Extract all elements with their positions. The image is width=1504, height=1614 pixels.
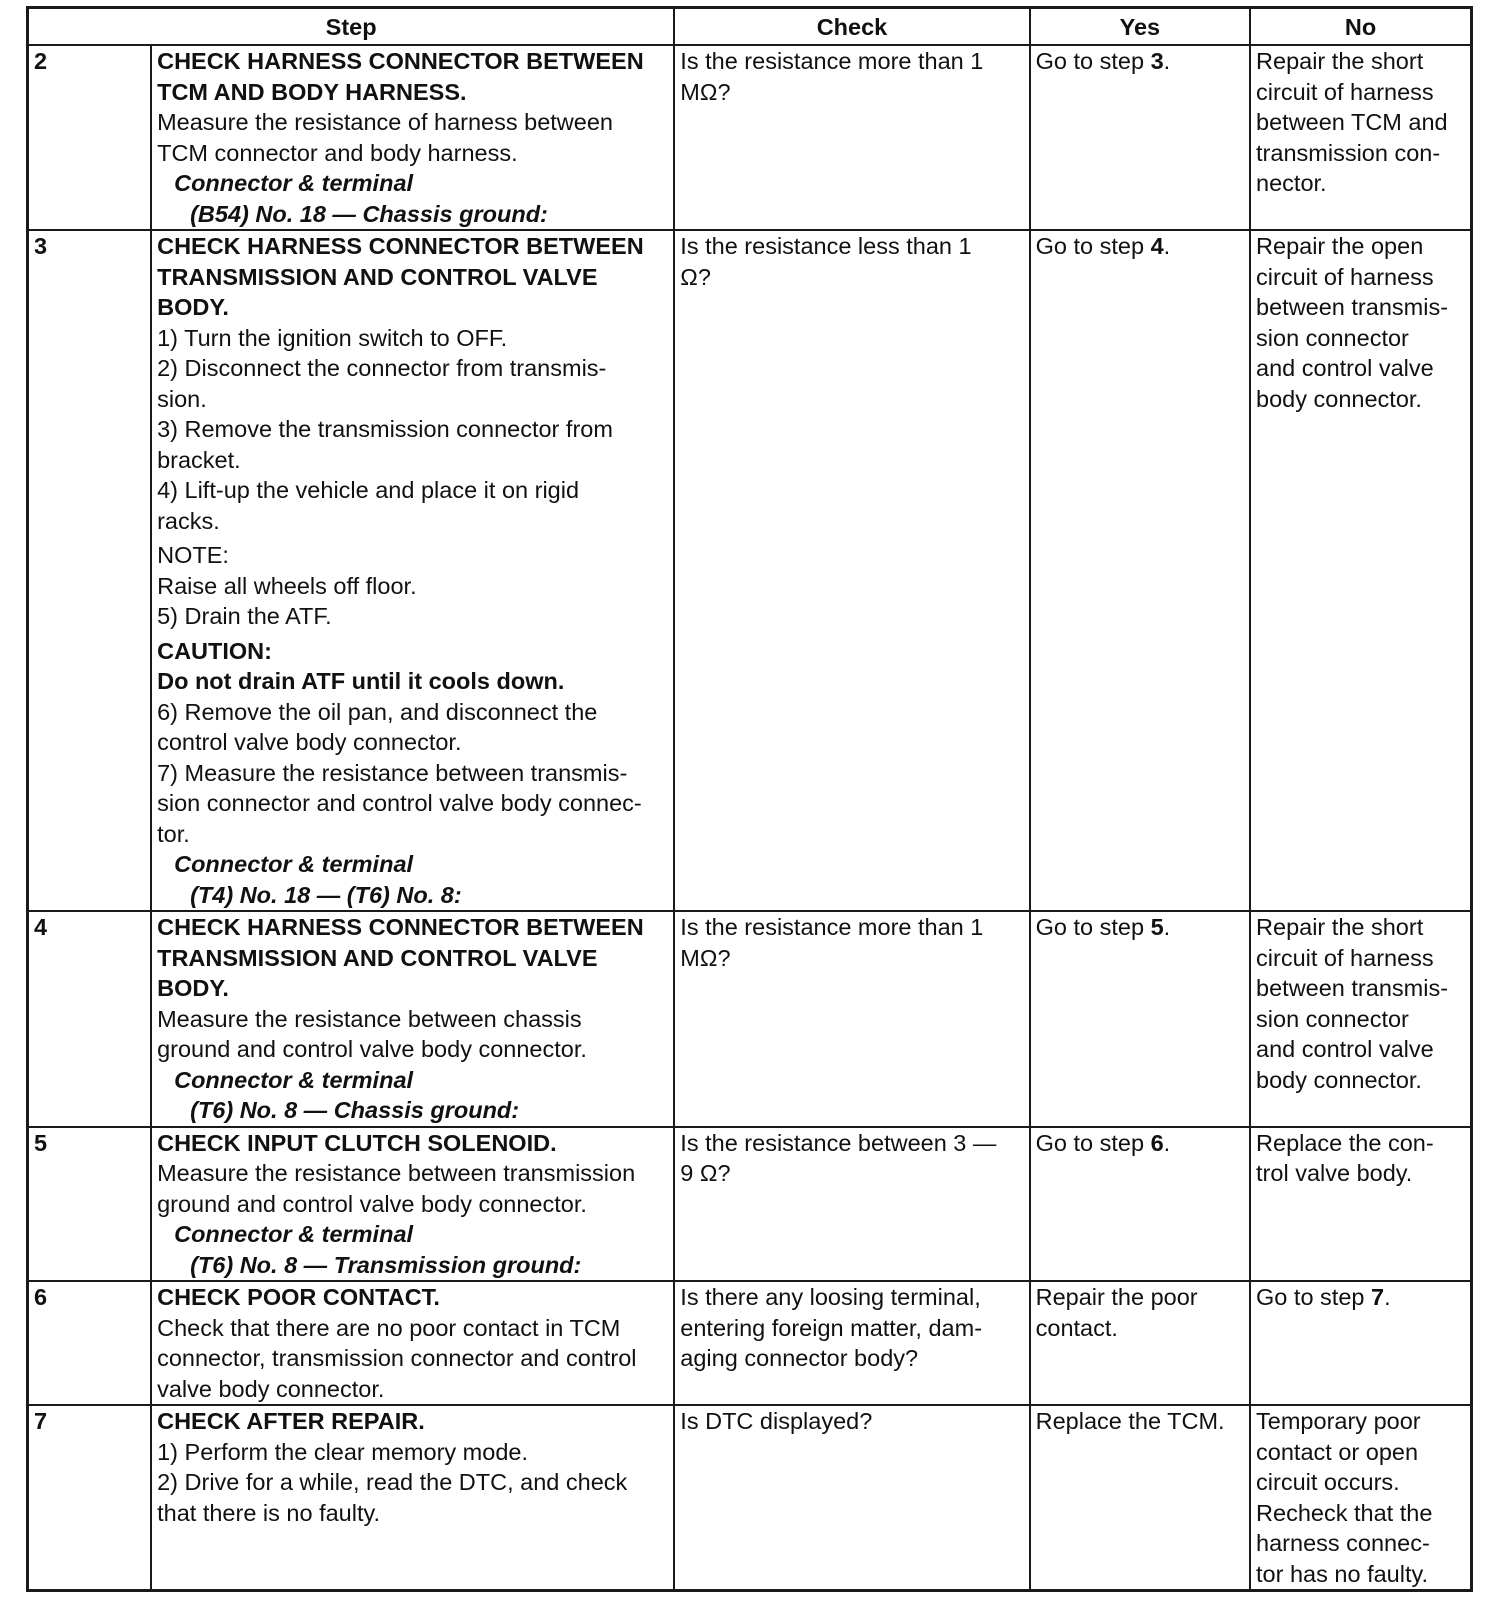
no-cell xyxy=(1250,45,1471,230)
step-text: ground and control valve body connector. xyxy=(157,1036,587,1062)
connector-label: Connector & terminal xyxy=(174,1066,414,1093)
step-text: racks. xyxy=(157,507,220,534)
step-title: CHECK HARNESS CONNECTOR BETWEEN xyxy=(157,914,644,940)
step-description xyxy=(151,230,674,911)
diagnostic-table xyxy=(26,6,1473,1592)
yes-text: Go to step xyxy=(1035,48,1151,74)
check-text: aging connector body? xyxy=(680,1345,919,1371)
check-text: 9 Ω? xyxy=(680,1160,731,1186)
yes-text: contact. xyxy=(1035,1314,1118,1341)
step-text: 1) Turn the ignition switch to OFF. xyxy=(157,324,508,351)
yes-text: Go to step xyxy=(1035,914,1151,940)
no-text: between TCM and xyxy=(1256,109,1448,135)
no-text: Replace the con- xyxy=(1256,1129,1434,1156)
no-cell xyxy=(1250,911,1471,1127)
no-text: nector. xyxy=(1256,170,1327,196)
check-text: Is DTC displayed? xyxy=(680,1408,873,1434)
step-text: Measure the resistance between chassis xyxy=(157,1005,582,1032)
yes-suffix: . xyxy=(1163,1129,1171,1156)
table-row xyxy=(28,1281,1472,1405)
yes-suffix: . xyxy=(1163,48,1171,74)
step-text: Check that there are no poor contact in TCM xyxy=(157,1314,621,1341)
no-step-ref: 7 xyxy=(1370,1284,1385,1310)
step-text: bracket. xyxy=(157,446,241,473)
step-text: Measure the resistance between transmission xyxy=(157,1160,636,1186)
step-text: 5) Drain the ATF. xyxy=(157,603,332,629)
connector-label: Connector & terminal xyxy=(174,851,414,877)
step-text: Measure the resistance of harness between xyxy=(157,109,613,135)
no-cell xyxy=(1250,1127,1471,1282)
step-text: 2) Drive for a while, read the DTC, and check xyxy=(157,1469,628,1495)
step-text: 6) Remove the oil pan, and disconnect the xyxy=(157,698,598,725)
yes-cell xyxy=(1030,45,1250,230)
yes-cell xyxy=(1030,230,1250,911)
caution-text: Do not drain ATF until it cools down. xyxy=(157,668,565,694)
step-title: CHECK INPUT CLUTCH SOLENOID. xyxy=(157,1129,557,1156)
yes-step-ref: 5 xyxy=(1150,914,1164,940)
no-suffix: . xyxy=(1384,1284,1391,1310)
no-text: circuit of harness xyxy=(1256,944,1434,971)
step-text: control valve body connector. xyxy=(157,729,462,755)
check-text: Is the resistance more than 1 xyxy=(680,48,984,74)
no-text: circuit of harness xyxy=(1256,78,1434,105)
step-text: 2) Disconnect the connector from transmis- xyxy=(157,355,607,381)
no-text: trol valve body. xyxy=(1256,1160,1413,1186)
header-yes: Yes xyxy=(1030,8,1250,46)
step-title: BODY. xyxy=(157,294,229,320)
check-cell xyxy=(674,230,1029,911)
step-description xyxy=(151,45,674,230)
step-description xyxy=(151,1281,674,1405)
no-text: tor has no faulty. xyxy=(1256,1560,1429,1587)
no-text: and control valve xyxy=(1256,355,1434,381)
step-text: 1) Perform the clear memory mode. xyxy=(157,1438,528,1465)
no-text: Temporary poor xyxy=(1256,1408,1421,1434)
step-text: tor. xyxy=(157,820,190,847)
step-title: CHECK HARNESS CONNECTOR BETWEEN xyxy=(157,48,644,74)
step-title: TCM AND BODY HARNESS. xyxy=(157,78,467,105)
check-text: Ω? xyxy=(680,263,711,290)
step-title: TRANSMISSION AND CONTROL VALVE xyxy=(157,263,598,290)
no-text: body connector. xyxy=(1256,385,1422,412)
connector-value: (T4) No. 18 — (T6) No. 8: xyxy=(190,881,462,908)
connector-value: (B54) No. 18 — Chassis ground: xyxy=(190,200,548,227)
step-text: 7) Measure the resistance between transmis- xyxy=(157,759,628,786)
check-text: Is the resistance more than 1 xyxy=(680,914,984,940)
no-text: Go to step xyxy=(1256,1284,1371,1310)
no-text: Repair the open xyxy=(1256,233,1424,259)
table-header-row xyxy=(28,8,1472,46)
step-description xyxy=(151,1127,674,1282)
yes-text: Replace the TCM. xyxy=(1035,1408,1225,1434)
step-text: that there is no faulty. xyxy=(157,1499,381,1526)
step-text: 4) Lift-up the vehicle and place it on rigid xyxy=(157,477,580,503)
note-text: Raise all wheels off floor. xyxy=(157,572,417,599)
no-text: circuit of harness xyxy=(1256,263,1434,290)
connector-value: (T6) No. 8 — Transmission ground: xyxy=(190,1251,582,1278)
connector-label: Connector & terminal xyxy=(174,170,414,196)
check-cell xyxy=(674,1281,1029,1405)
no-text: circuit occurs. xyxy=(1256,1469,1400,1495)
table-row xyxy=(28,1127,1472,1282)
no-text: Recheck that the xyxy=(1256,1499,1433,1526)
table-row xyxy=(28,911,1472,1127)
no-text: sion connector xyxy=(1256,324,1409,351)
step-text: connector, transmission connector and control xyxy=(157,1345,637,1371)
yes-step-ref: 3 xyxy=(1150,48,1164,74)
no-text: and control valve xyxy=(1256,1036,1434,1062)
table-row xyxy=(28,1405,1472,1591)
table-row xyxy=(28,230,1472,911)
check-text: Is the resistance between 3 — xyxy=(680,1129,997,1156)
no-text: Repair the short xyxy=(1256,914,1424,940)
yes-cell xyxy=(1030,1281,1250,1405)
yes-cell xyxy=(1030,1127,1250,1282)
no-cell xyxy=(1250,1405,1471,1591)
step-number: 6 xyxy=(28,1281,152,1405)
header-no: No xyxy=(1250,8,1471,46)
no-text: transmission con- xyxy=(1256,139,1441,166)
no-text: Repair the short xyxy=(1256,48,1424,74)
yes-text: Go to step xyxy=(1035,1129,1151,1156)
connector-value: (T6) No. 8 — Chassis ground: xyxy=(190,1097,520,1123)
no-text: sion connector xyxy=(1256,1005,1409,1032)
yes-step-ref: 4 xyxy=(1150,233,1164,259)
step-text: valve body connector. xyxy=(157,1375,385,1402)
check-text: MΩ? xyxy=(680,944,731,971)
step-text: sion connector and control valve body connec- xyxy=(157,790,642,816)
table-row xyxy=(28,45,1472,230)
step-text: ground and control valve body connector. xyxy=(157,1190,587,1217)
step-title: CHECK AFTER REPAIR. xyxy=(157,1408,425,1434)
step-description xyxy=(151,911,674,1127)
no-cell xyxy=(1250,230,1471,911)
step-number: 2 xyxy=(28,45,152,230)
step-number: 3 xyxy=(28,230,152,911)
yes-text: Go to step xyxy=(1035,233,1151,259)
step-title: BODY. xyxy=(157,975,229,1001)
no-text: between transmis- xyxy=(1256,294,1449,320)
step-title: CHECK HARNESS CONNECTOR BETWEEN xyxy=(157,233,644,259)
step-number: 4 xyxy=(28,911,152,1127)
check-text: entering foreign matter, dam- xyxy=(680,1314,983,1341)
check-text: Is the resistance less than 1 xyxy=(680,233,972,259)
step-title: TRANSMISSION AND CONTROL VALVE xyxy=(157,944,598,971)
yes-step-ref: 6 xyxy=(1150,1129,1164,1156)
yes-suffix: . xyxy=(1163,914,1171,940)
header-step: Step xyxy=(28,8,675,46)
step-text: TCM connector and body harness. xyxy=(157,139,518,166)
step-title: CHECK POOR CONTACT. xyxy=(157,1284,440,1310)
yes-cell xyxy=(1030,1405,1250,1591)
connector-label: Connector & terminal xyxy=(174,1221,414,1247)
check-text: Is there any loosing terminal, xyxy=(680,1284,981,1310)
check-cell xyxy=(674,45,1029,230)
step-number: 7 xyxy=(28,1405,152,1591)
check-cell xyxy=(674,1405,1029,1591)
header-check: Check xyxy=(674,8,1029,46)
yes-text: Repair the poor xyxy=(1035,1284,1198,1310)
step-description xyxy=(151,1405,674,1591)
no-text: body connector. xyxy=(1256,1066,1422,1093)
check-cell xyxy=(674,1127,1029,1282)
check-cell xyxy=(674,911,1029,1127)
no-text: contact or open xyxy=(1256,1438,1419,1465)
step-text: sion. xyxy=(157,385,207,412)
note-label: NOTE: xyxy=(157,542,229,568)
caution-label: CAUTION: xyxy=(157,637,272,664)
yes-cell xyxy=(1030,911,1250,1127)
no-cell xyxy=(1250,1281,1471,1405)
step-text: 3) Remove the transmission connector from xyxy=(157,416,613,442)
yes-suffix: . xyxy=(1163,233,1171,259)
no-text: harness connec- xyxy=(1256,1530,1430,1556)
no-text: between transmis- xyxy=(1256,975,1449,1001)
step-number: 5 xyxy=(28,1127,152,1282)
check-text: MΩ? xyxy=(680,78,731,105)
